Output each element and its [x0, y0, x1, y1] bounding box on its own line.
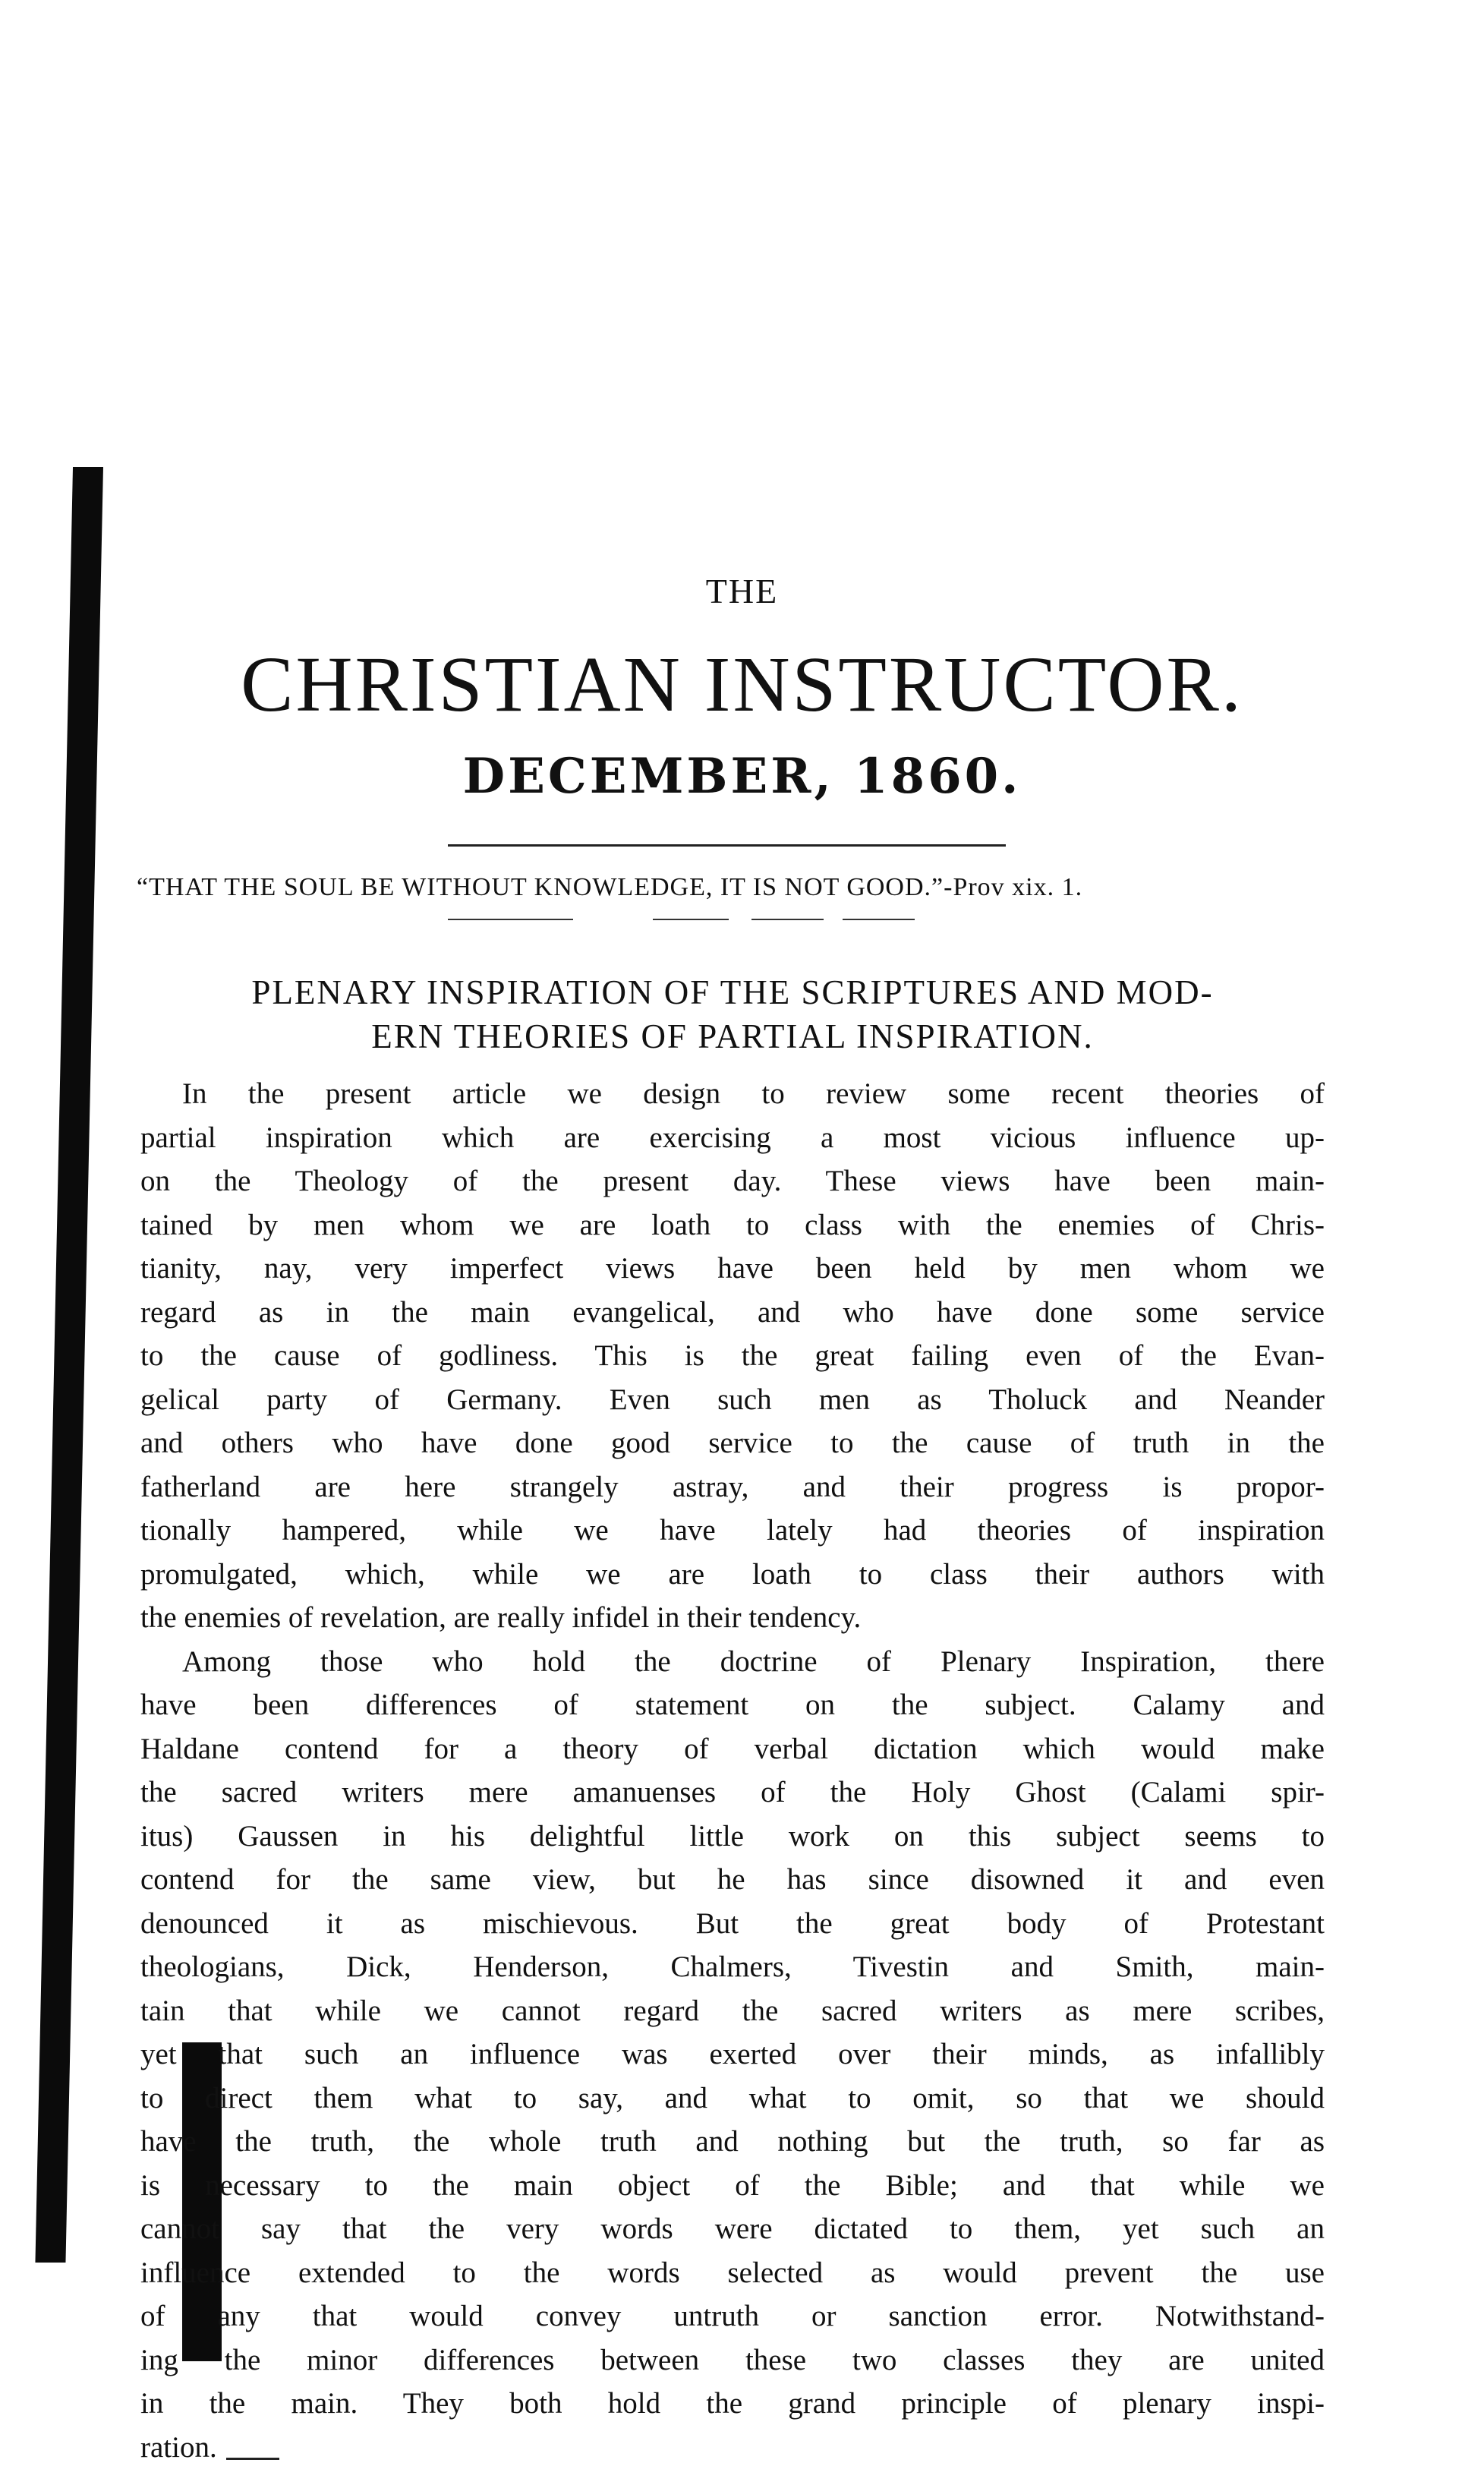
body-line: to direct them what to say, and what to omit, so that we should — [140, 2081, 1325, 2114]
body-line: partial inspiration which are exercising a most vicious influence up- — [140, 1121, 1325, 1154]
divider-rule — [448, 844, 1006, 847]
body-line: in the main. They both hold the grand principle of plenary inspi- — [140, 2387, 1325, 2420]
body-line: denounced it as mischievous. But the great body of Protestant — [140, 1906, 1325, 1940]
body-line: regard as in the main evangelical, and who have done some service — [140, 1295, 1325, 1329]
body-line: tianity, nay, very imperfect views have been held by men whom we — [140, 1252, 1325, 1285]
article-title-line-2: ERN THEORIES OF PARTIAL INSPIRATION. — [371, 1017, 1094, 1055]
dashed-divider — [843, 919, 915, 920]
article-title-line-1: PLENARY INSPIRATION OF THE SCRIPTURES AND MOD- — [251, 973, 1214, 1011]
body-line: Among those who hold the doctrine of Plenary Inspiration, there — [182, 1645, 1325, 1678]
body-line: the enemies of revelation, are really infidel in their tendency. — [140, 1601, 862, 1634]
body-line: cannot say that the very words were dictated to them, yet such an — [140, 2212, 1325, 2245]
body-line: promulgated, which, while we are loath to class their authors with — [140, 1557, 1325, 1591]
article-body — [140, 1072, 1325, 2469]
body-line: yet that such an influence was exerted over their minds, as infallibly — [140, 2038, 1325, 2070]
body-line: tionally hampered, while we have lately had theories of inspiration — [140, 1514, 1325, 1547]
publication-title: CHRISTIAN INSTRUCTOR. — [241, 641, 1243, 728]
dashed-divider — [751, 919, 824, 920]
body-line: is necessary to the main object of the Bible; and that while we — [140, 2168, 1325, 2202]
body-line: the sacred writers mere amanuenses of the Holy Ghost (Calami spir- — [140, 1776, 1325, 1809]
footer-rule — [226, 2458, 279, 2460]
body-line: on the Theology of the present day. These views have been main- — [140, 1165, 1325, 1197]
body-line: tained by men whom we are loath to class with the enemies of Chris- — [140, 1208, 1325, 1241]
body-line: fatherland are here strangely astray, and their progress is propor- — [140, 1470, 1325, 1503]
body-line: have been differences of statement on the subject. Calamy and — [140, 1689, 1325, 1721]
body-line: gelical party of Germany. Even such men as Tholuck and Neander — [140, 1383, 1325, 1416]
dashed-divider — [653, 919, 729, 920]
motto: “THAT THE SOUL BE WITHOUT KNOWLEDGE, IT IS NOT GOOD.”-Prov xix. 1. — [137, 873, 1083, 901]
body-line: ration. — [140, 2430, 217, 2464]
body-line: In the present article we design to review some recent theories of — [182, 1077, 1325, 1110]
body-line: contend for the same view, but he has since disowned it and even — [140, 1863, 1325, 1896]
body-line: ing the minor differences between these two classes they are united — [140, 2343, 1325, 2376]
dashed-divider — [448, 919, 573, 920]
binding-shadow — [35, 467, 103, 2263]
body-line: influence extended to the words selected as would prevent the use — [140, 2256, 1325, 2289]
body-line: tain that while we cannot regard the sacred writers as mere scribes, — [140, 1994, 1325, 2027]
body-line: and others who have done good service to the cause of truth in the — [140, 1427, 1325, 1459]
body-line: theologians, Dick, Henderson, Chalmers, Tivestin and Smith, main- — [140, 1950, 1325, 1983]
pre-title: THE — [705, 572, 779, 610]
body-line: Haldane contend for a theory of verbal dictation which would make — [140, 1732, 1325, 1765]
body-line: to the cause of godliness. This is the great failing even of the Evan- — [140, 1339, 1325, 1372]
body-line: have the truth, the whole truth and nothing but the truth, so far as — [140, 2125, 1325, 2158]
body-line: of any that would convey untruth or sanction error. Notwithstand- — [140, 2300, 1325, 2332]
body-line: itus) Gaussen in his delightful little work on this subject seems to — [140, 1819, 1325, 1853]
issue-date: DECEMBER, 1860. — [462, 748, 1022, 805]
